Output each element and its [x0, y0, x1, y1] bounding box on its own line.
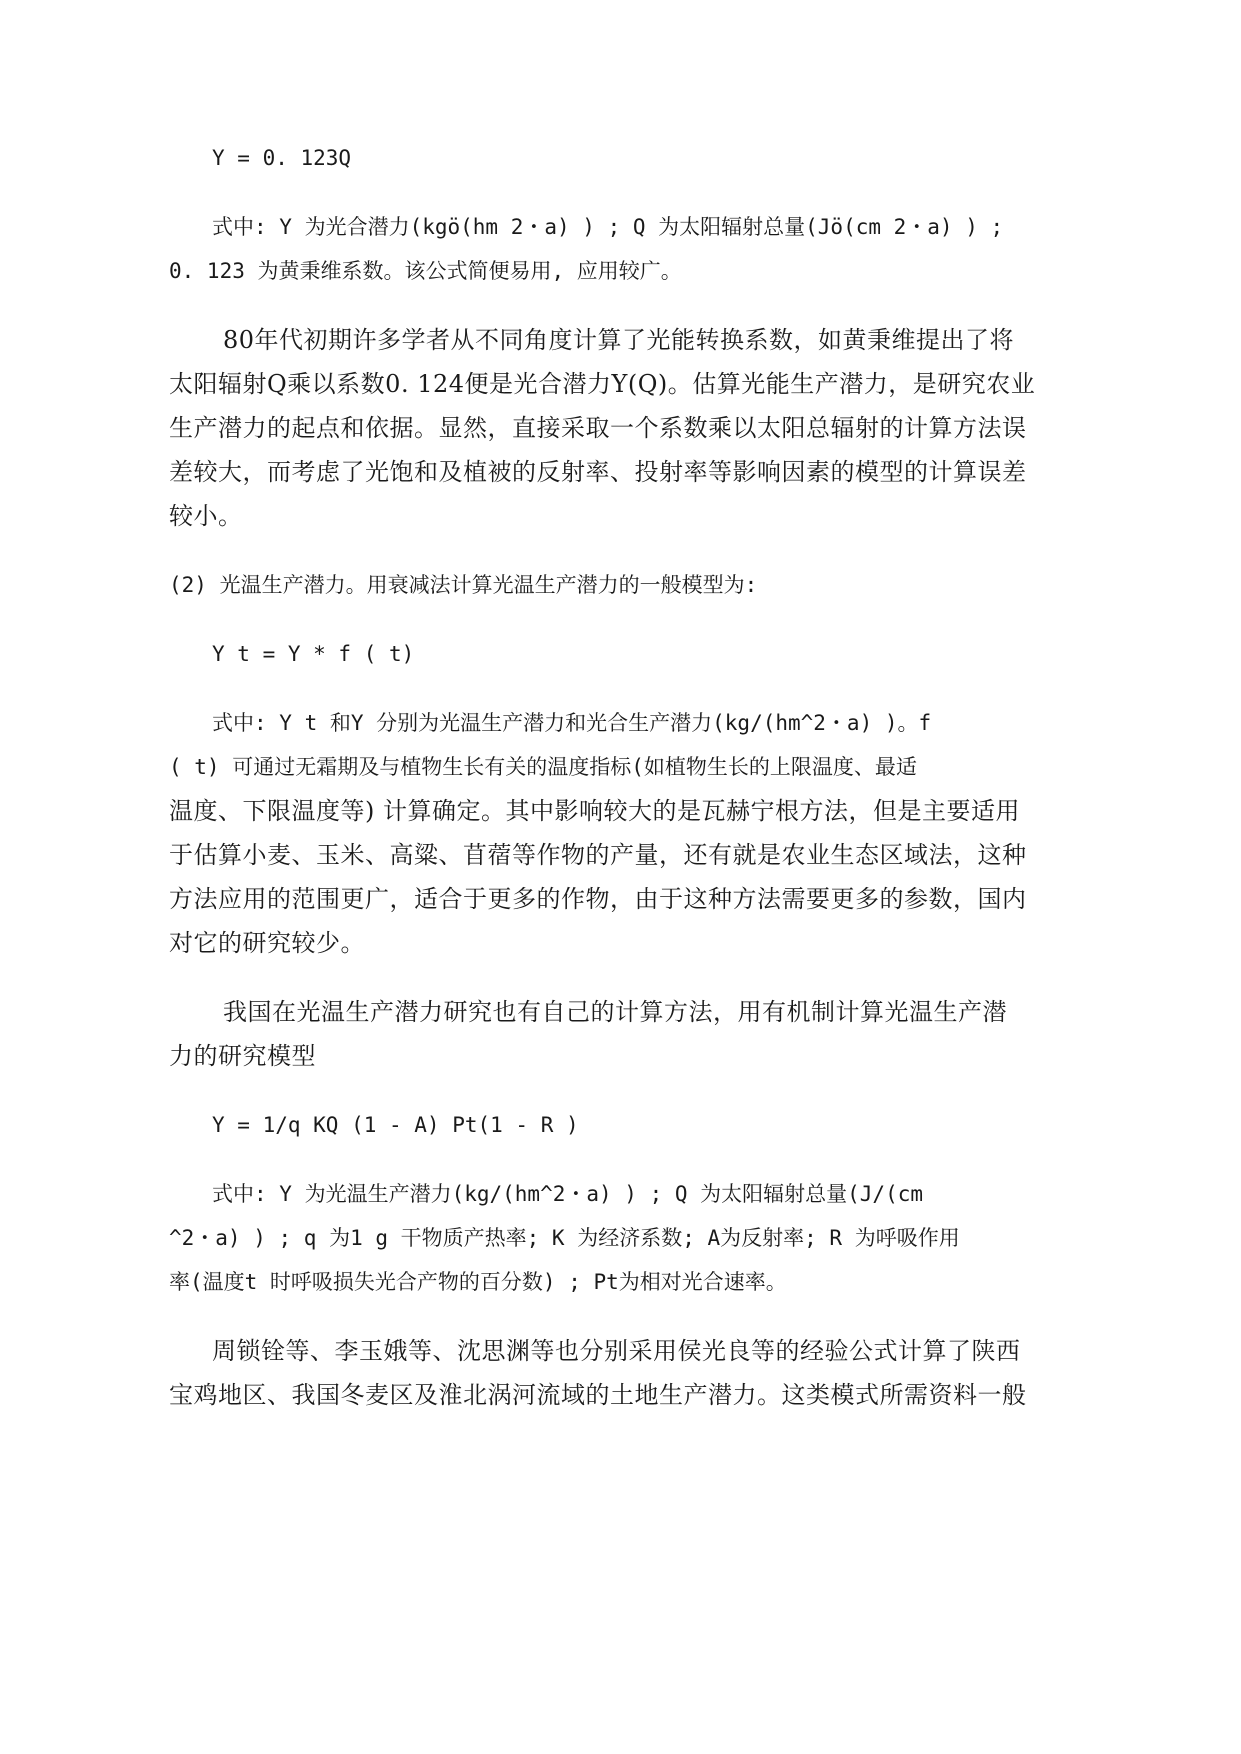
- para3-line3: 温度、下限温度等) 计算确定。其中影响较大的是瓦赫宁根方法，但是主要适用: [169, 797, 1020, 825]
- para3-line4: 于估算小麦、玉米、高粱、苜蓿等作物的产量，还有就是农业生态区域法，这种: [169, 841, 1027, 869]
- formula-mechanism-model: Y = 1/q KQ (1 - A) Pt(1 - R ): [212, 1113, 579, 1137]
- para2-line4: 差较大，而考虑了光饱和及植被的反射率、投射率等影响因素的模型的计算误差: [169, 458, 1027, 486]
- para4-line2: 力的研究模型: [169, 1042, 316, 1070]
- para5-line1: 式中: Y 为光温生产潜力(kg/(hm^2・a) ) ; Q 为太阳辐射总量(J/(cm: [212, 1182, 924, 1206]
- para5-line2: ^2・a) ) ; q 为1 g 干物质产热率; K 为经济系数; A为反射率; R 为呼吸作用: [169, 1226, 960, 1250]
- para4-line1: 我国在光温生产潜力研究也有自己的计算方法，用有机制计算光温生产潜: [223, 998, 1007, 1026]
- para2-line2: 太阳辐射Q乘以系数0. 124便是光合潜力Y(Q)。估算光能生产潜力，是研究农业: [169, 370, 1036, 398]
- para3-line1: 式中: Y t 和Y 分别为光温生产潜力和光合生产潜力(kg/(hm^2・a) )。f: [212, 711, 932, 735]
- section-heading-2: (2) 光温生产潜力。用衰减法计算光温生产潜力的一般模型为:: [169, 573, 758, 597]
- para6-line1: 周锁铨等、李玉娥等、沈思渊等也分别采用侯光良等的经验公式计算了陕西: [212, 1337, 1021, 1365]
- para3-line2: ( t) 可通过无霜期及与植物生长有关的温度指标(如植物生长的上限温度、最适: [169, 755, 917, 779]
- formula-light-temperature-potential: Y t = Y * f ( t): [212, 642, 415, 666]
- para2-line3: 生产潜力的起点和依据。显然，直接采取一个系数乘以太阳总辐射的计算方法误: [169, 414, 1027, 442]
- para3-line5: 方法应用的范围更广，适合于更多的作物，由于这种方法需要更多的参数，国内: [169, 885, 1027, 913]
- para5-line3: 率(温度t 时呼吸损失光合产物的百分数) ; Pt为相对光合速率。: [169, 1270, 787, 1294]
- para3-line6: 对它的研究较少。: [169, 929, 365, 957]
- para1-line2: 0. 123 为黄秉维系数。该公式简便易用, 应用较广。: [169, 259, 682, 283]
- para2-line5: 较小。: [169, 502, 243, 530]
- para1-line1: 式中: Y 为光合潜力(kgö(hm 2・a) ) ; Q 为太阳辐射总量(Jö(cm 2・a) ) ;: [212, 215, 1004, 239]
- formula-photosynthetic-potential: Y = 0. 123Q: [212, 146, 352, 170]
- para2-line1: 80年代初期许多学者从不同角度计算了光能转换系数，如黄秉维提出了将: [223, 326, 1015, 354]
- para6-line2: 宝鸡地区、我国冬麦区及淮北涡河流域的土地生产潜力。这类模式所需资料一般: [169, 1381, 1027, 1409]
